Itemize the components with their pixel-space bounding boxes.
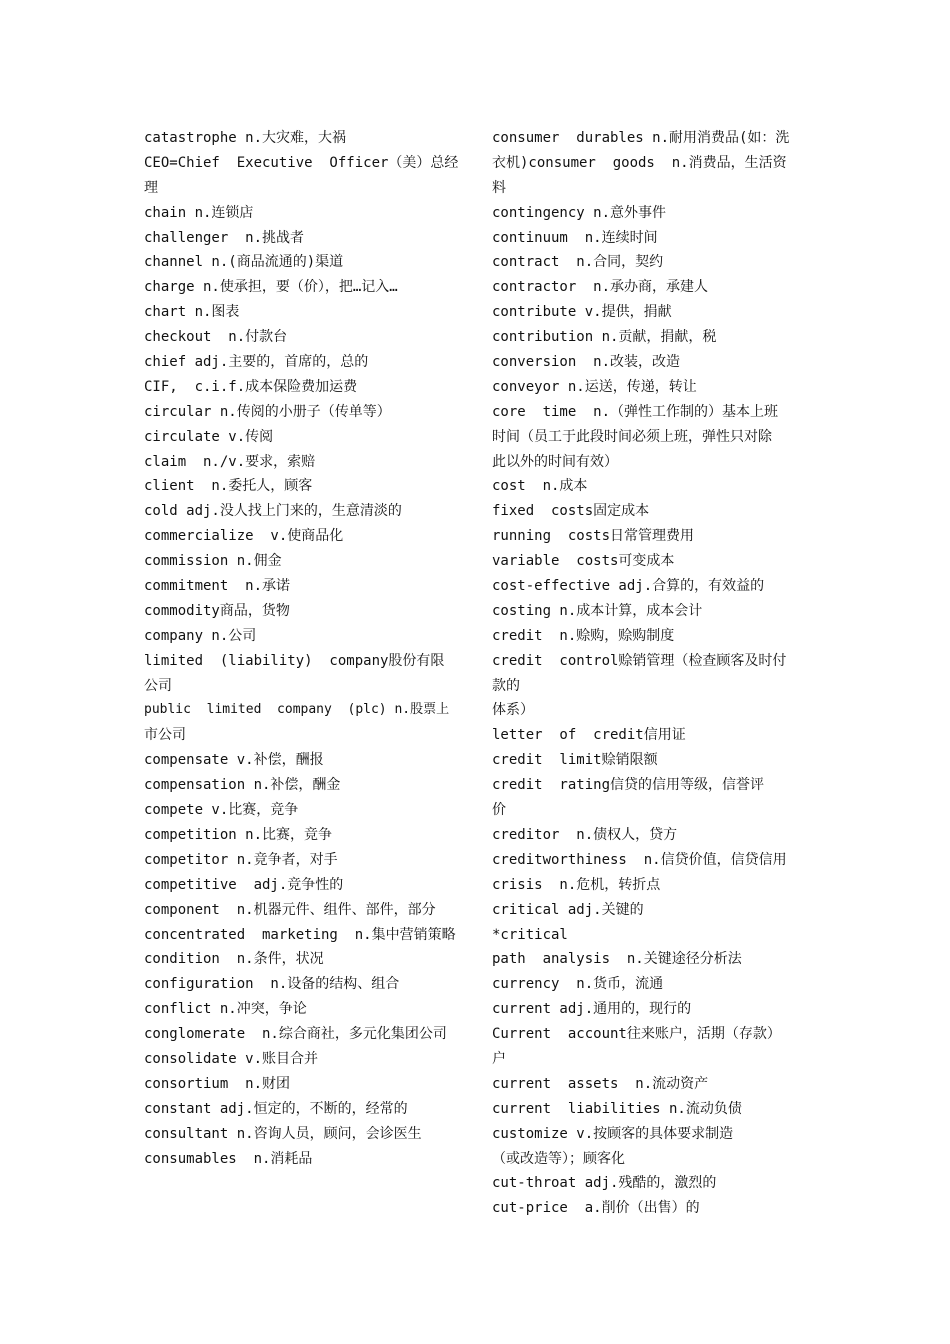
glossary-line: conflict n.冲突，争论 [144, 1001, 307, 1018]
glossary-line: competitive adj.竞争性的 [144, 876, 344, 893]
glossary-line: chief adj.主要的，首席的，总的 [144, 354, 369, 371]
glossary-line: fixed costs固定成本 [492, 503, 650, 520]
glossary-line: compensation n.补偿，酬金 [144, 777, 341, 794]
glossary-line: chain n.连锁店 [144, 204, 254, 221]
glossary-line: critical adj.关键的 [492, 901, 644, 918]
glossary-line: 时间（员工于此段时间必须上班，弹性只对除 [492, 428, 772, 445]
glossary-line: component n.机器元件、组件、部件，部分 [144, 901, 436, 918]
glossary-line: costing n.成本计算，成本会计 [492, 602, 703, 619]
glossary-line: 此以外的时间有效） [492, 453, 618, 470]
glossary-line: current assets n.流动资产 [492, 1075, 709, 1092]
glossary-line: current adj.通用的，现行的 [492, 1001, 692, 1018]
glossary-line: CEO=Chief Executive Officer（美）总经 [144, 154, 459, 171]
glossary-line: compete v.比赛，竞争 [144, 802, 299, 819]
glossary-line: credit n.赊购，赊购制度 [492, 627, 675, 644]
glossary-line: cost-effective adj.合算的，有效益的 [492, 578, 765, 595]
glossary-line: constant adj.恒定的，不断的，经常的 [144, 1100, 408, 1117]
glossary-line: CIF, c.i.f.成本保险费加运费 [144, 378, 358, 395]
glossary-line: charge n.使承担，要（价），把…记入… [144, 279, 398, 296]
glossary-line: consolidate v.账目合并 [144, 1050, 319, 1067]
glossary-line: credit rating信贷的信用等级，信誉评 [492, 777, 765, 794]
glossary-line: conglomerate n.综合商社，多元化集团公司 [144, 1026, 447, 1043]
glossary-line: currency n.货币，流通 [492, 976, 664, 993]
right-column [492, 126, 804, 1221]
glossary-line: 理 [144, 179, 158, 196]
glossary-line: 户 [492, 1050, 506, 1067]
glossary-line: concentrated marketing n.集中营销策略 [144, 926, 456, 943]
glossary-line: channel n.(商品流通的)渠道 [144, 254, 344, 271]
glossary-line: conveyor n.运送，传递，转让 [492, 378, 697, 395]
glossary-line: crisis n.危机，转折点 [492, 876, 661, 893]
glossary-line: （或改造等）；顾客化 [492, 1150, 625, 1167]
glossary-line: consultant n.咨询人员，顾问，会诊医生 [144, 1125, 422, 1142]
glossary-line: running costs日常管理费用 [492, 528, 695, 545]
glossary-line: current liabilities n.流动负债 [492, 1100, 742, 1117]
glossary-line: consumer durables n.耐用消费品(如：洗 [492, 130, 790, 146]
glossary-line: circular n.传阅的小册子（传单等） [144, 403, 391, 420]
glossary-line: consumables n.消耗品 [144, 1150, 313, 1167]
glossary-line: 公司 [144, 677, 172, 694]
glossary-line: contractor n.承办商，承建人 [492, 279, 709, 296]
glossary-line: credit control赊销管理（检查顾客及时付 [492, 652, 787, 669]
glossary-line: commercialize v.使商品化 [144, 528, 344, 545]
glossary-line: core time n.（弹性工作制的）基本上班 [492, 403, 779, 420]
glossary-line: limited (liability) company股份有限 [144, 652, 445, 669]
glossary-line: challenger n.挑战者 [144, 229, 305, 246]
glossary-line: client n.委托人，顾客 [144, 478, 313, 495]
glossary-line: path analysis n.关键途径分析法 [492, 951, 742, 968]
glossary-line: competition n.比赛，竞争 [144, 826, 333, 843]
glossary-line: consortium n.财团 [144, 1075, 291, 1092]
glossary-line: commitment n.承诺 [144, 578, 291, 595]
glossary-line: letter of credit信用证 [492, 727, 686, 744]
glossary-line: 市公司 [144, 727, 186, 744]
glossary-line: contingency n.意外事件 [492, 204, 667, 221]
glossary-line: Current account往来账户，活期（存款） [492, 1026, 781, 1043]
glossary-line: 款的 [492, 677, 520, 694]
glossary-line: continuum n.连续时间 [492, 229, 658, 246]
glossary-line: 体系） [492, 702, 534, 719]
glossary-line: condition n.条件，状况 [144, 951, 324, 968]
glossary-line: claim n./v.要求，索赔 [144, 453, 316, 470]
glossary-line: 衣机)consumer goods n.消费品，生活资 [492, 154, 787, 171]
glossary-line: 价 [492, 802, 506, 819]
glossary-line: variable costs可变成本 [492, 553, 675, 570]
glossary-line: configuration n.设备的结构、组合 [144, 976, 400, 993]
glossary-line: checkout n.付款台 [144, 329, 288, 346]
glossary-line: creditor n.债权人，贷方 [492, 826, 678, 843]
glossary-line: conversion n.改装，改造 [492, 354, 681, 371]
glossary-line: cold adj.没人找上门来的，生意清淡的 [144, 503, 402, 520]
glossary-line: contribution n.贡献，捐献，税 [492, 329, 717, 346]
glossary-line: commodity商品，货物 [144, 602, 290, 619]
glossary-line: cost n.成本 [492, 478, 588, 495]
glossary-line: commission n.佣金 [144, 553, 282, 570]
glossary-line: creditworthiness n.信贷价值，信贷信用 [492, 851, 787, 868]
glossary-line: 料 [492, 179, 506, 196]
glossary-line: cut-price a.削价（出售）的 [492, 1200, 700, 1217]
glossary-line: contract n.合同，契约 [492, 254, 664, 271]
glossary-line: company n.公司 [144, 627, 257, 644]
glossary-line: contribute v.提供，捐献 [492, 304, 672, 321]
left-column [144, 126, 458, 1171]
glossary-line: credit limit赊销限额 [492, 752, 658, 769]
glossary-line: customize v.按顾客的具体要求制造 [492, 1125, 734, 1142]
glossary-line: chart n.图表 [144, 304, 240, 321]
glossary-line: catastrophe n.大灾难，大祸 [144, 130, 347, 146]
glossary-line: cut-throat adj.残酷的，激烈的 [492, 1175, 717, 1192]
glossary-line: competitor n.竞争者，对手 [144, 851, 338, 868]
glossary-line: public limited company (plc) n.股票上 [144, 702, 450, 718]
glossary-line: compensate v.补偿，酬报 [144, 752, 324, 769]
glossary-line: *critical [492, 926, 568, 943]
glossary-line: circulate v.传阅 [144, 428, 274, 445]
